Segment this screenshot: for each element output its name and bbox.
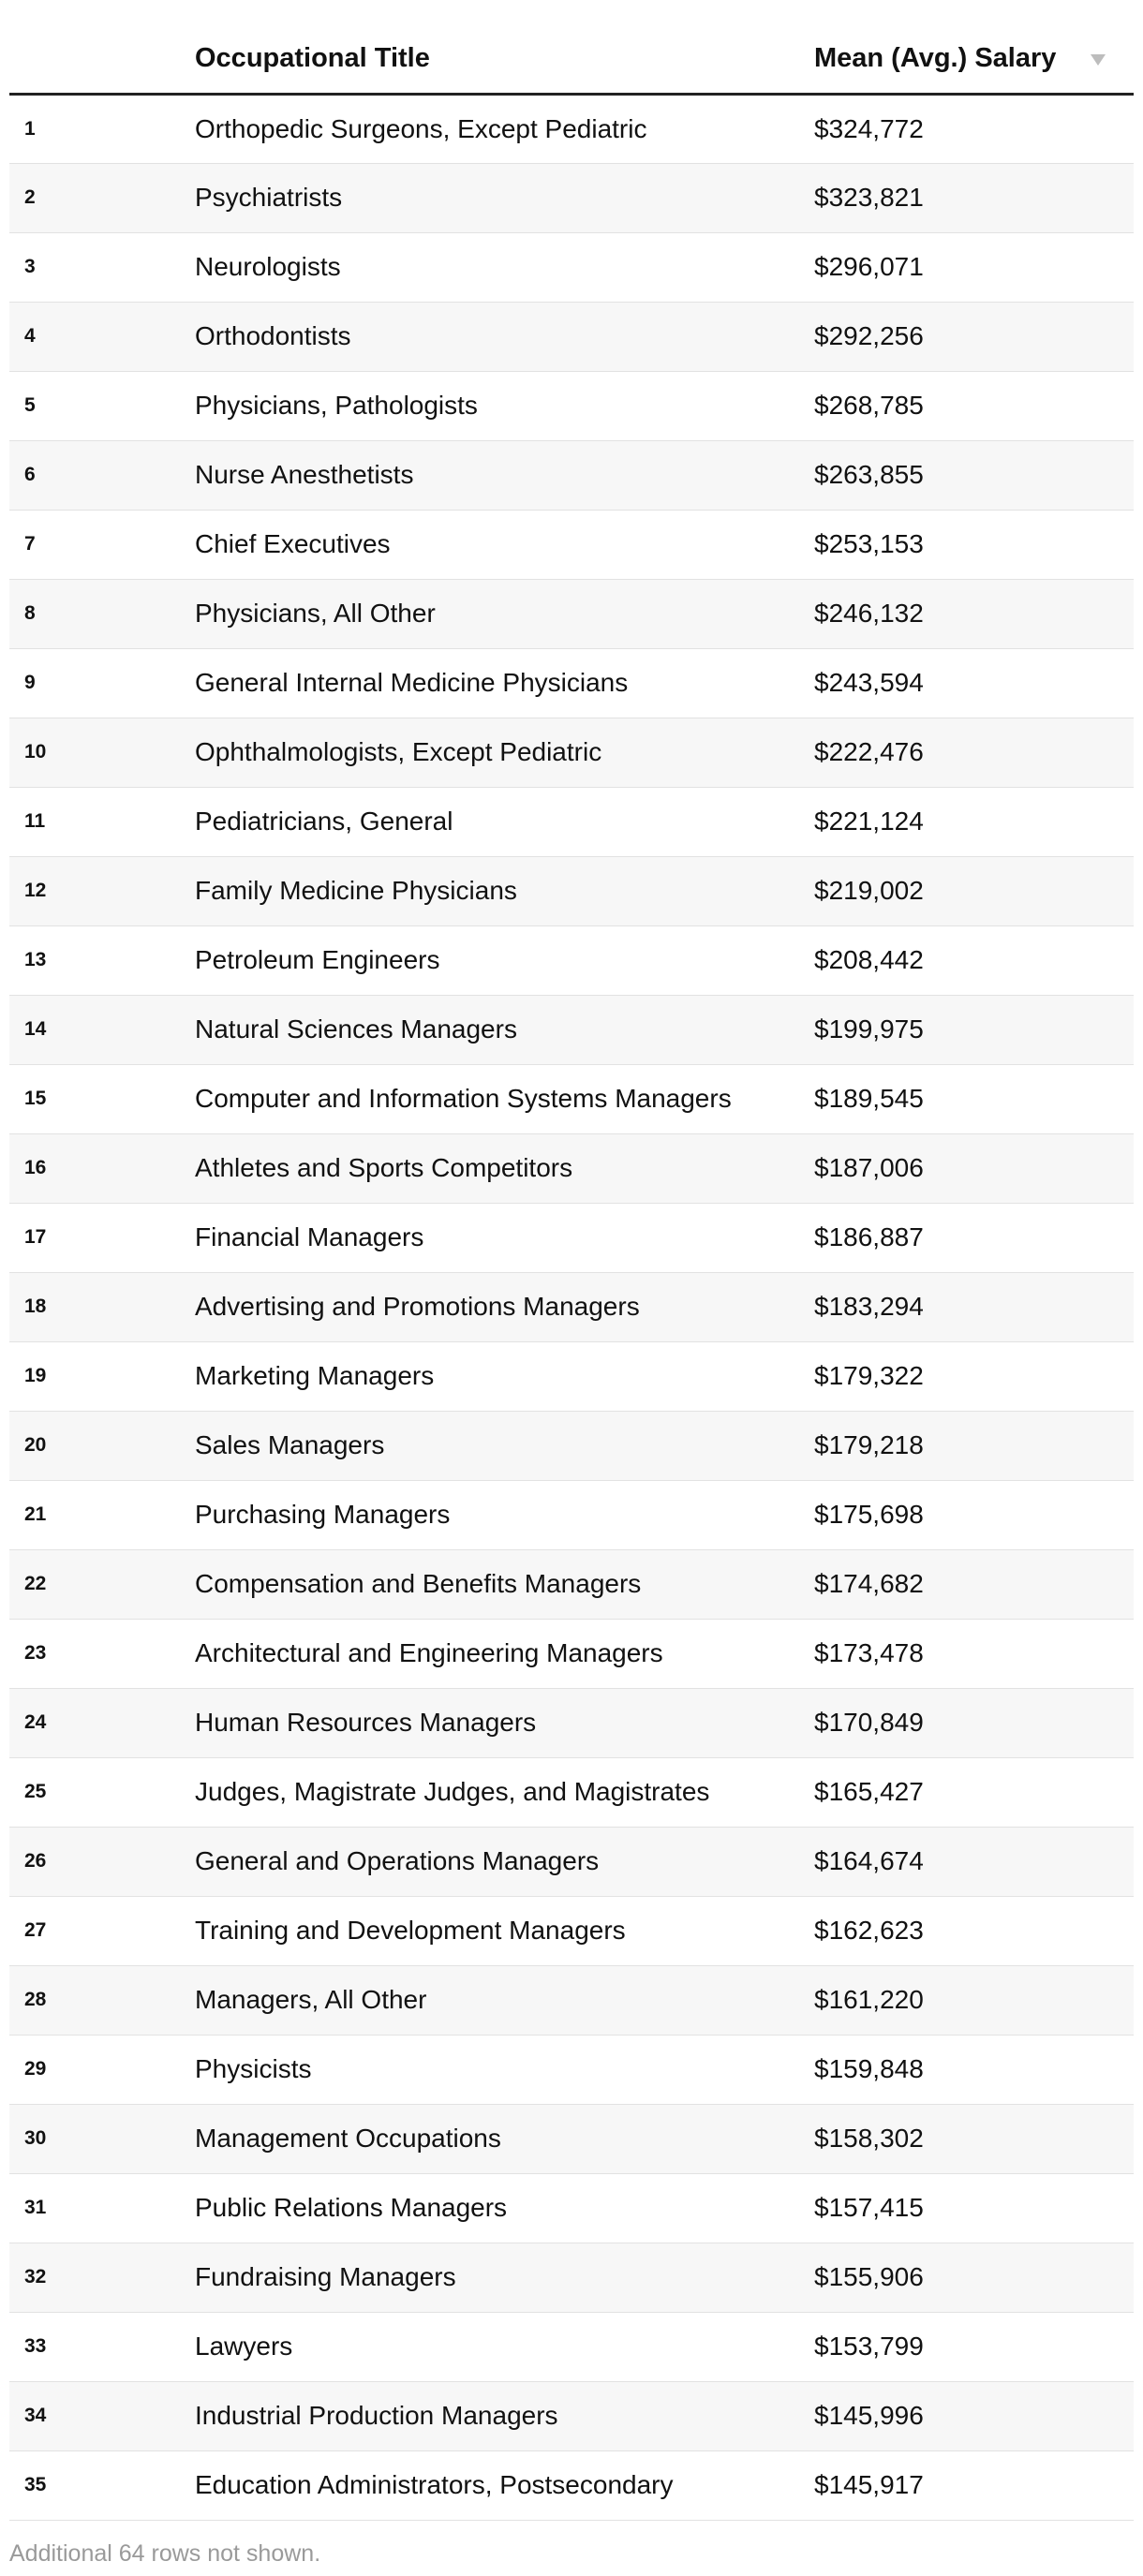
mean-salary-cell: $186,887: [814, 1222, 924, 1251]
rank-cell: 15: [24, 1088, 47, 1109]
occupational-title-cell: Nurse Anesthetists: [195, 460, 414, 489]
occupational-title-cell: Advertising and Promotions Managers: [195, 1292, 640, 1321]
table-row: [9, 2450, 1134, 2520]
table-row: [9, 995, 1134, 1064]
occupational-title-cell: Ophthalmologists, Except Pediatric: [195, 737, 602, 766]
mean-salary-header-label: Mean (Avg.) Salary: [814, 42, 1057, 73]
mean-salary-column-header[interactable]: [814, 24, 1134, 94]
mean-salary-cell: $292,256: [814, 321, 924, 350]
occupational-title-cell: Public Relations Managers: [195, 2193, 508, 2222]
occupational-title-cell: Orthopedic Surgeons, Except Pediatric: [195, 113, 647, 143]
rank-cell: 18: [24, 1295, 47, 1317]
table-row: [9, 2312, 1134, 2381]
table-row: [9, 1133, 1134, 1203]
mean-salary-cell: $162,623: [814, 1916, 924, 1945]
mean-salary-cell: $221,124: [814, 807, 924, 836]
occupational-title-cell: Marketing Managers: [195, 1361, 435, 1390]
rank-cell: 32: [24, 2266, 47, 2287]
rank-cell: 6: [24, 464, 36, 485]
occupational-title-cell: Pediatricians, General: [195, 807, 453, 836]
occupational-title-cell: Computer and Information Systems Managers: [195, 1084, 732, 1113]
rows-not-shown-note: Additional 64 rows not shown.: [9, 2540, 321, 2567]
rank-cell: 1: [24, 117, 36, 140]
rank-cell: 16: [24, 1157, 47, 1178]
rank-cell: 7: [24, 533, 36, 555]
mean-salary-cell: $158,302: [814, 2124, 924, 2153]
rank-cell: 29: [24, 2058, 47, 2080]
occupational-title-cell: Chief Executives: [195, 529, 391, 558]
table-row: [9, 718, 1134, 787]
mean-salary-cell: $173,478: [814, 1638, 924, 1667]
rank-cell: 4: [24, 325, 36, 347]
occupational-title-header-label: Occupational Title: [195, 42, 430, 73]
table-row: [9, 440, 1134, 510]
mean-salary-cell: $208,442: [814, 945, 924, 974]
table-row: [9, 856, 1134, 925]
table-row: [9, 579, 1134, 648]
rank-cell: 33: [24, 2335, 47, 2357]
occupational-title-cell: Education Administrators, Postsecondary: [195, 2470, 674, 2499]
table-row: [9, 1341, 1134, 1411]
rank-cell: 10: [24, 741, 47, 762]
sort-desc-icon[interactable]: [1091, 54, 1106, 66]
rank-cell: 30: [24, 2127, 47, 2149]
mean-salary-cell: $179,322: [814, 1361, 924, 1390]
occupational-title-cell: Purchasing Managers: [195, 1500, 451, 1529]
table-row: [9, 1549, 1134, 1619]
mean-salary-cell: $189,545: [814, 1084, 924, 1113]
mean-salary-cell: $157,415: [814, 2193, 924, 2222]
mean-salary-cell: $187,006: [814, 1153, 924, 1182]
occupational-title-cell: Physicists: [195, 2054, 312, 2083]
rank-column-header: [9, 24, 195, 94]
occupational-title-cell: General Internal Medicine Physicians: [195, 668, 629, 697]
mean-salary-cell: $253,153: [814, 529, 924, 558]
rank-cell: 34: [24, 2405, 47, 2426]
occupational-title-cell: Lawyers: [195, 2332, 293, 2361]
occupational-title-cell: Psychiatrists: [195, 183, 343, 212]
table-row: [9, 1688, 1134, 1757]
occupational-title-cell: Physicians, Pathologists: [195, 391, 478, 420]
rank-cell: 26: [24, 1850, 47, 1872]
rank-cell: 2: [24, 186, 36, 208]
mean-salary-cell: $145,917: [814, 2470, 924, 2499]
mean-salary-cell: $155,906: [814, 2262, 924, 2291]
table-row: [9, 648, 1134, 718]
table-row: [9, 1896, 1134, 1965]
mean-salary-cell: $219,002: [814, 876, 924, 905]
table-row: [9, 1619, 1134, 1688]
rank-cell: 22: [24, 1573, 47, 1594]
rank-cell: 20: [24, 1434, 47, 1456]
table-body: [9, 94, 1134, 2520]
occupational-title-cell: Training and Development Managers: [195, 1916, 626, 1945]
occupational-title-cell: Compensation and Benefits Managers: [195, 1569, 642, 1598]
table-row: [9, 2035, 1134, 2104]
mean-salary-cell: $296,071: [814, 252, 924, 281]
rank-cell: 24: [24, 1711, 47, 1733]
occupational-title-cell: Physicians, All Other: [195, 599, 436, 628]
rank-cell: 25: [24, 1781, 47, 1802]
mean-salary-cell: $145,996: [814, 2401, 924, 2430]
mean-salary-cell: $183,294: [814, 1292, 924, 1321]
occupational-title-cell: Managers, All Other: [195, 1985, 427, 2014]
rank-cell: 17: [24, 1226, 47, 1248]
mean-salary-cell: $153,799: [814, 2332, 924, 2361]
mean-salary-cell: $243,594: [814, 668, 924, 697]
occupational-title-cell: Human Resources Managers: [195, 1708, 537, 1737]
header-row: [9, 24, 1134, 94]
occupational-title-cell: Fundraising Managers: [195, 2262, 456, 2291]
mean-salary-cell: $170,849: [814, 1708, 924, 1737]
table-row: [9, 2243, 1134, 2312]
table-row: [9, 302, 1134, 371]
mean-salary-cell: $175,698: [814, 1500, 924, 1529]
mean-salary-cell: $164,674: [814, 1846, 924, 1875]
rank-cell: 23: [24, 1642, 47, 1664]
table-row: [9, 1272, 1134, 1341]
rank-cell: 11: [24, 810, 46, 832]
table-row: [9, 1203, 1134, 1272]
salary-table: [9, 24, 1134, 2521]
table-row: [9, 2173, 1134, 2243]
mean-salary-cell: $161,220: [814, 1985, 924, 2014]
mean-salary-cell: $324,772: [814, 113, 924, 143]
mean-salary-cell: $165,427: [814, 1777, 924, 1806]
rank-cell: 3: [24, 256, 36, 277]
mean-salary-cell: $268,785: [814, 391, 924, 420]
table-row: [9, 1411, 1134, 1480]
rank-cell: 21: [24, 1503, 47, 1525]
salary-table-container: [9, 24, 1134, 2521]
rank-cell: 28: [24, 1989, 47, 2010]
table-row: [9, 1965, 1134, 2035]
rank-cell: 8: [24, 602, 36, 624]
occupational-title-cell: Financial Managers: [195, 1222, 424, 1251]
rank-cell: 12: [24, 880, 47, 901]
table-row: [9, 232, 1134, 302]
rank-cell: 9: [24, 672, 36, 693]
occupational-title-cell: Sales Managers: [195, 1430, 385, 1459]
rank-cell: 14: [24, 1018, 47, 1040]
table-row: [9, 1064, 1134, 1133]
occupational-title-cell: Neurologists: [195, 252, 341, 281]
table-header: [9, 24, 1134, 94]
table-row: [9, 510, 1134, 579]
occupational-title-cell: Industrial Production Managers: [195, 2401, 558, 2430]
mean-salary-cell: $159,848: [814, 2054, 924, 2083]
occupational-title-cell: Management Occupations: [195, 2124, 501, 2153]
occupational-title-cell: Family Medicine Physicians: [195, 876, 517, 905]
mean-salary-cell: $174,682: [814, 1569, 924, 1598]
mean-salary-cell: $323,821: [814, 183, 924, 212]
mean-salary-cell: $222,476: [814, 737, 924, 766]
rank-cell: 5: [24, 394, 36, 416]
table-row: [9, 925, 1134, 995]
table-row: [9, 163, 1134, 232]
table-row: [9, 1757, 1134, 1827]
occupational-title-cell: Athletes and Sports Competitors: [195, 1153, 573, 1182]
occupational-title-cell: Orthodontists: [195, 321, 351, 350]
rank-cell: 31: [24, 2197, 47, 2218]
table-row: [9, 2104, 1134, 2173]
occupational-title-cell: Architectural and Engineering Managers: [195, 1638, 663, 1667]
occupational-title-cell: Judges, Magistrate Judges, and Magistrates: [195, 1777, 710, 1806]
mean-salary-cell: $179,218: [814, 1430, 924, 1459]
table-row: [9, 1827, 1134, 1896]
rank-cell: 35: [24, 2474, 47, 2495]
occupational-title-cell: General and Operations Managers: [195, 1846, 600, 1875]
table-row: [9, 2381, 1134, 2450]
rank-cell: 13: [24, 949, 47, 970]
occupational-title-cell: Natural Sciences Managers: [195, 1014, 517, 1044]
table-row: [9, 371, 1134, 440]
occupational-title-cell: Petroleum Engineers: [195, 945, 440, 974]
table-row: [9, 94, 1134, 163]
mean-salary-cell: $246,132: [814, 599, 924, 628]
table-row: [9, 787, 1134, 856]
mean-salary-cell: $199,975: [814, 1014, 924, 1044]
table-row: [9, 1480, 1134, 1549]
rank-cell: 19: [24, 1365, 47, 1386]
mean-salary-cell: $263,855: [814, 460, 924, 489]
rank-cell: 27: [24, 1919, 47, 1941]
occupational-title-column-header[interactable]: [195, 24, 814, 94]
